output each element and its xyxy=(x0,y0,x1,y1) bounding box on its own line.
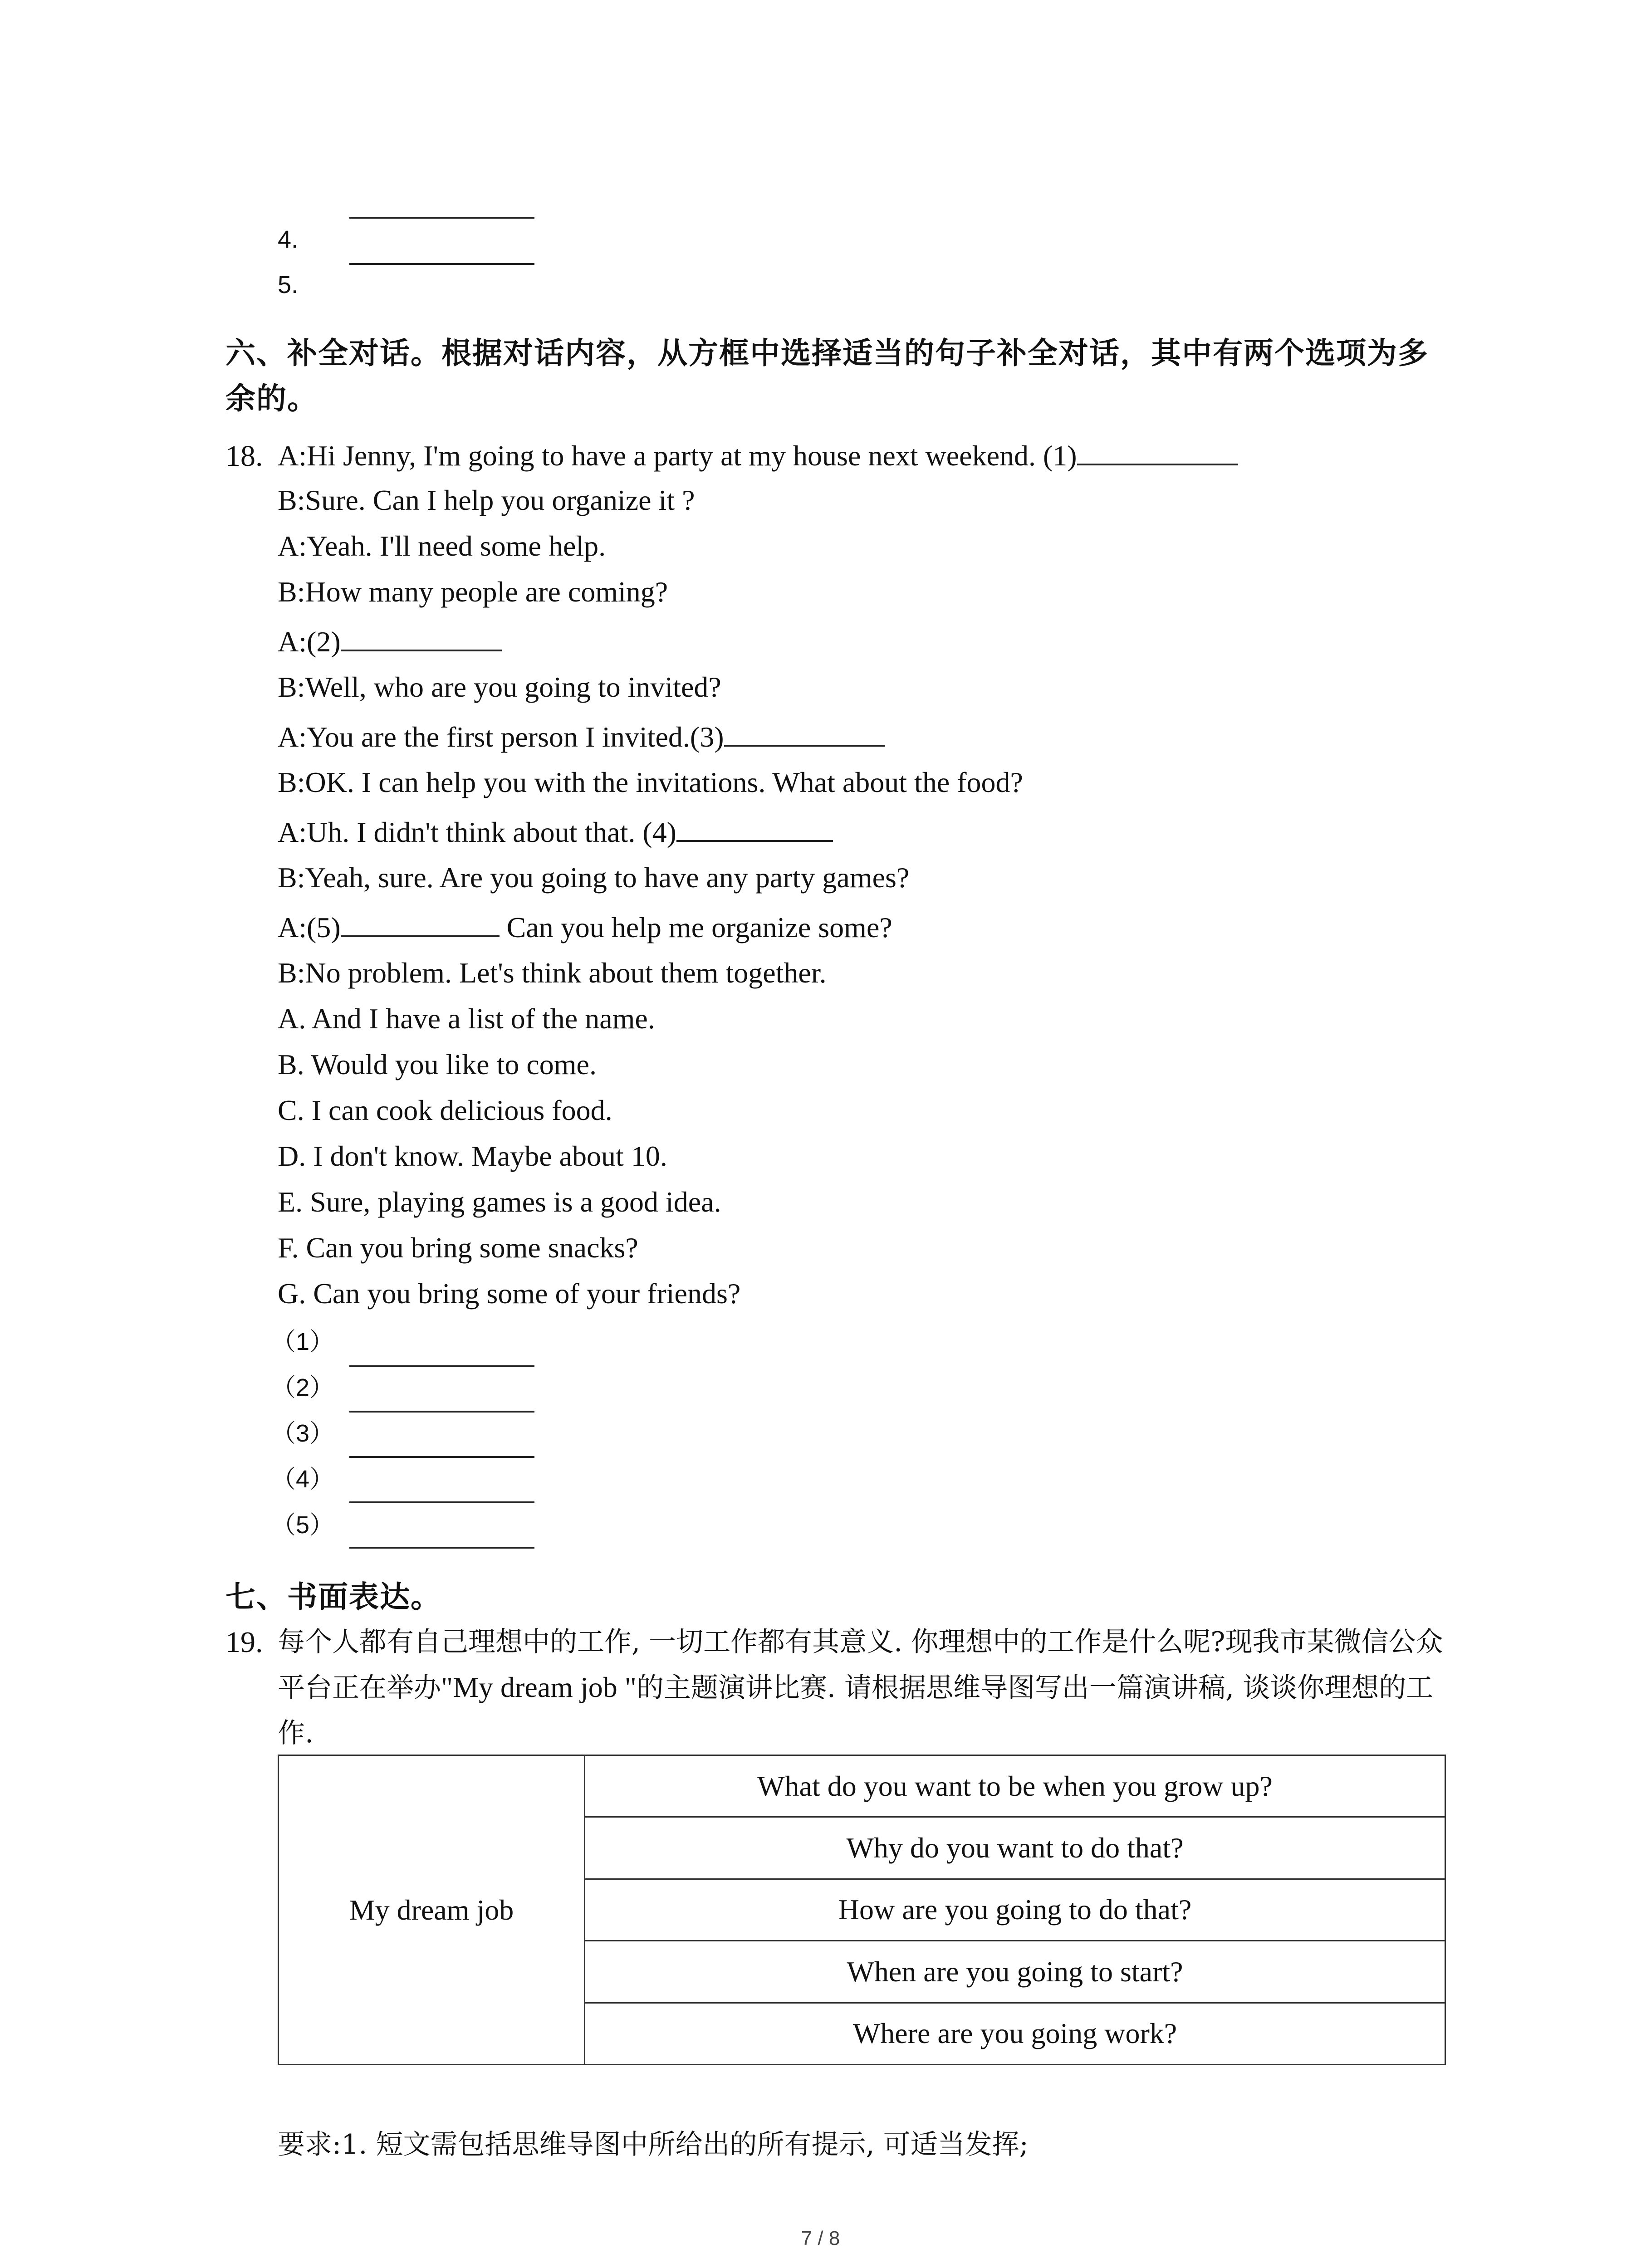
option-d: D. I don't know. Maybe about 10. xyxy=(278,1140,667,1172)
option-c: C. I can cook delicious food. xyxy=(278,1094,612,1126)
dialogue-line: A:Yeah. I'll need some help. xyxy=(278,530,606,562)
mind-map-prompt: How are you going to do that? xyxy=(585,1879,1445,1941)
option-b: B. Would you like to come. xyxy=(278,1048,597,1080)
blank-1[interactable] xyxy=(1077,438,1238,465)
answer-label-2: （2） xyxy=(271,1374,334,1401)
option-a: A. And I have a list of the name. xyxy=(278,1002,655,1035)
dialogue-line: A:(2) xyxy=(278,624,502,659)
option-g: G. Can you bring some of your friends? xyxy=(278,1277,741,1310)
mind-map-prompt: Why do you want to do that? xyxy=(585,1817,1445,1879)
answer-blank-5[interactable] xyxy=(349,263,534,265)
option-f: F. Can you bring some snacks? xyxy=(278,1232,638,1264)
item-number-5: 5. xyxy=(278,271,299,298)
dialogue-line: B:OK. I can help you with the invitations. What about the food? xyxy=(278,766,1023,798)
dialogue-line: A:(5) Can you help me organize some? xyxy=(278,910,892,944)
page-number: 7 / 8 xyxy=(801,2227,840,2249)
answer-line-1[interactable] xyxy=(349,1365,534,1367)
answer-line-3[interactable] xyxy=(349,1456,534,1458)
answer-label-3: （3） xyxy=(271,1420,334,1447)
answer-line-5[interactable] xyxy=(349,1547,534,1549)
section-seven-title: 七、书面表达。 xyxy=(225,1579,441,1614)
dialogue-line: B:Sure. Can I help you organize it ? xyxy=(278,484,695,516)
mind-map-center: My dream job xyxy=(279,1755,585,2065)
writing-requirement: 要求:1. 短文需包括思维导图中所给出的所有提示, 可适当发挥; xyxy=(278,2129,1029,2160)
dialogue-line: B:No problem. Let's think about them together. xyxy=(278,957,827,989)
answer-line-4[interactable] xyxy=(349,1501,534,1503)
blank-2[interactable] xyxy=(341,624,502,651)
question-19-prompt: 每个人都有自己理想中的工作, 一切工作都有其意义. 你理想中的工作是什么呢?现我市某微信公众平台正在举办"My dream job "的主题演讲比赛. 请根据思维导图写出一篇演讲稿, 谈谈你理想的工作. xyxy=(278,1626,1443,1749)
section-six-title: 六、补全对话。根据对话内容，从方框中选择适当的句子补全对话，其中有两个选项为多余的。 xyxy=(225,335,1429,416)
dialogue-line: A:Hi Jenny, I'm going to have a party at my house next weekend. (1) xyxy=(278,438,1238,473)
dialogue-line: A:Uh. I didn't think about that. (4) xyxy=(278,815,833,849)
question-19-number: 19. xyxy=(225,1626,263,1659)
blank-3[interactable] xyxy=(724,719,885,747)
answer-label-1: （1） xyxy=(271,1328,334,1355)
item-number-4: 4. xyxy=(278,226,299,253)
answer-label-4: （4） xyxy=(271,1466,334,1493)
dialogue-line: A:You are the first person I invited.(3) xyxy=(278,719,885,754)
mind-map-prompt: Where are you going work? xyxy=(585,2003,1445,2064)
blank-4[interactable] xyxy=(676,815,833,842)
blank-5[interactable] xyxy=(341,910,500,937)
mind-map-table xyxy=(278,1755,1446,2065)
answer-label-5: （5） xyxy=(271,1511,334,1539)
answer-blank-4[interactable] xyxy=(349,217,534,219)
answer-line-2[interactable] xyxy=(349,1411,534,1413)
option-e: E. Sure, playing games is a good idea. xyxy=(278,1186,721,1218)
dialogue-line: B:How many people are coming? xyxy=(278,576,668,608)
question-18-number: 18. xyxy=(225,440,263,473)
dialogue-line: B:Yeah, sure. Are you going to have any party games? xyxy=(278,861,910,894)
dialogue-line: B:Well, who are you going to invited? xyxy=(278,671,721,703)
mind-map-prompt: What do you want to be when you grow up? xyxy=(585,1755,1445,1817)
mind-map-prompt: When are you going to start? xyxy=(585,1941,1445,2003)
